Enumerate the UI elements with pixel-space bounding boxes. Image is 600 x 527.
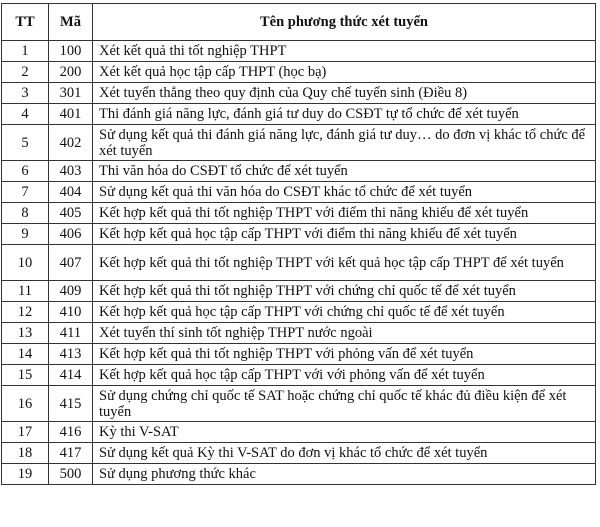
row-tt-cell: 17 [2, 422, 49, 443]
table-row [2, 182, 596, 203]
row-tt-cell: 16 [2, 386, 49, 422]
table-row [2, 224, 596, 245]
row-tt-cell: 2 [2, 62, 49, 83]
row-code-cell: 407 [49, 245, 93, 281]
table-row [2, 125, 596, 161]
row-method-name-cell: Kết hợp kết quả học tập cấp THPT với chứng chỉ quốc tế để xét tuyển [93, 302, 596, 323]
row-tt-cell: 3 [2, 83, 49, 104]
row-tt-cell: 13 [2, 323, 49, 344]
row-method-name-cell: Kỳ thi V-SAT [93, 422, 596, 443]
header-ma: Mã [49, 4, 93, 41]
table-row [2, 161, 596, 182]
row-method-name-cell: Thi đánh giá năng lực, đánh giá tư duy do CSĐT tự tổ chức để xét tuyển [93, 104, 596, 125]
table-row [2, 62, 596, 83]
row-method-name-cell: Sử dụng kết quả thi đánh giá năng lực, đánh giá tư duy… do đơn vị khác tổ chức để xét tuyển [93, 125, 596, 161]
row-code-cell: 100 [49, 41, 93, 62]
table-row [2, 386, 596, 422]
row-method-name-cell: Xét kết quả học tập cấp THPT (học bạ) [93, 62, 596, 83]
row-method-name-cell: Kết hợp kết quả thi tốt nghiệp THPT với điểm thi năng khiếu để xét tuyển [93, 203, 596, 224]
table-row [2, 41, 596, 62]
row-code-cell: 404 [49, 182, 93, 203]
row-method-name-cell: Thi văn hóa do CSĐT tổ chức để xét tuyển [93, 161, 596, 182]
row-method-name-cell: Kết hợp kết quả học tập cấp THPT với với phỏng vấn để xét tuyển [93, 365, 596, 386]
row-method-name-cell: Sử dụng chứng chỉ quốc tế SAT hoặc chứng chỉ quốc tế khác đủ điều kiện để xét tuyển [93, 386, 596, 422]
table-row [2, 203, 596, 224]
row-method-name-cell: Kết hợp kết quả thi tốt nghiệp THPT với kết quả học tập cấp THPT để xét tuyển [93, 245, 596, 281]
row-tt-cell: 15 [2, 365, 49, 386]
row-tt-cell: 19 [2, 464, 49, 485]
table-row [2, 365, 596, 386]
row-code-cell: 500 [49, 464, 93, 485]
row-code-cell: 410 [49, 302, 93, 323]
row-code-cell: 406 [49, 224, 93, 245]
row-tt-cell: 1 [2, 41, 49, 62]
row-method-name-cell: Xét tuyển thẳng theo quy định của Quy chế tuyển sinh (Điều 8) [93, 83, 596, 104]
row-code-cell: 301 [49, 83, 93, 104]
admission-methods-table [1, 3, 596, 485]
row-code-cell: 402 [49, 125, 93, 161]
row-code-cell: 200 [49, 62, 93, 83]
table-row [2, 323, 596, 344]
row-code-cell: 411 [49, 323, 93, 344]
table-row [2, 83, 596, 104]
row-tt-cell: 9 [2, 224, 49, 245]
row-method-name-cell: Xét tuyển thí sinh tốt nghiệp THPT nước ngoài [93, 323, 596, 344]
table-row [2, 302, 596, 323]
row-tt-cell: 4 [2, 104, 49, 125]
row-code-cell: 415 [49, 386, 93, 422]
table-row [2, 344, 596, 365]
row-tt-cell: 14 [2, 344, 49, 365]
row-tt-cell: 5 [2, 125, 49, 161]
header-tt: TT [2, 4, 49, 41]
row-code-cell: 401 [49, 104, 93, 125]
row-code-cell: 405 [49, 203, 93, 224]
table-row [2, 281, 596, 302]
row-tt-cell: 11 [2, 281, 49, 302]
row-method-name-cell: Kết hợp kết quả thi tốt nghiệp THPT với chứng chỉ quốc tế để xét tuyển [93, 281, 596, 302]
row-code-cell: 414 [49, 365, 93, 386]
row-code-cell: 409 [49, 281, 93, 302]
row-method-name-cell: Sử dụng kết quả Kỳ thi V-SAT do đơn vị khác tổ chức để xét tuyển [93, 443, 596, 464]
row-tt-cell: 8 [2, 203, 49, 224]
row-tt-cell: 6 [2, 161, 49, 182]
row-code-cell: 413 [49, 344, 93, 365]
row-method-name-cell: Xét kết quả thi tốt nghiệp THPT [93, 41, 596, 62]
header-name: Tên phương thức xét tuyển [93, 4, 596, 41]
row-method-name-cell: Sử dụng kết quả thi văn hóa do CSĐT khác tổ chức để xét tuyển [93, 182, 596, 203]
table-row [2, 245, 596, 281]
table-header-row [2, 4, 596, 41]
table-row [2, 422, 596, 443]
row-code-cell: 403 [49, 161, 93, 182]
row-method-name-cell: Sử dụng phương thức khác [93, 464, 596, 485]
row-tt-cell: 18 [2, 443, 49, 464]
row-code-cell: 417 [49, 443, 93, 464]
table-body [2, 41, 596, 485]
row-method-name-cell: Kết hợp kết quả học tập cấp THPT với điểm thi năng khiếu để xét tuyển [93, 224, 596, 245]
table-row [2, 464, 596, 485]
row-tt-cell: 7 [2, 182, 49, 203]
table-row [2, 104, 596, 125]
row-tt-cell: 12 [2, 302, 49, 323]
row-tt-cell: 10 [2, 245, 49, 281]
table-row [2, 443, 596, 464]
row-method-name-cell: Kết hợp kết quả thi tốt nghiệp THPT với phỏng vấn để xét tuyển [93, 344, 596, 365]
row-code-cell: 416 [49, 422, 93, 443]
